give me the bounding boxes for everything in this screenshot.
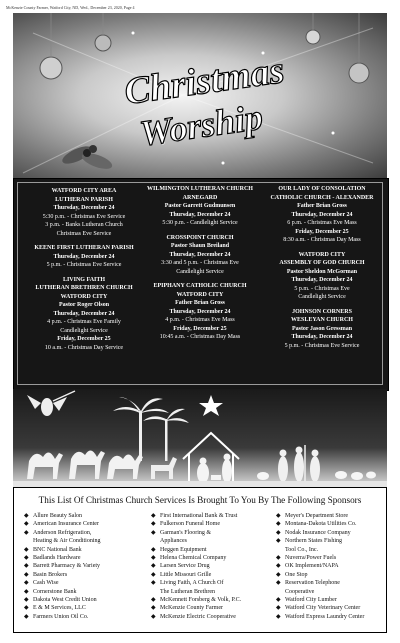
sponsor-name: Larsen Service Drug [160,563,210,570]
sponsor-item [24,604,148,612]
sponsor-item [151,562,275,570]
services-column [264,185,380,356]
sponsor-name: Reservation Telephone [285,580,340,587]
service-detail: Candlelight Service [298,294,346,300]
diamond-bullet-icon: ◆ [24,597,29,604]
service-detail-heading: Pastor Roger Olson [58,302,110,308]
sponsor-name: Meyer's Department Store [285,513,349,519]
diamond-bullet-icon: ◆ [24,513,29,519]
diamond-bullet-icon: ◆ [151,529,156,536]
service-detail: 5:30 p.m. - Christmas Eve Service [42,213,126,220]
service-detail: 10:45 a.m. - Christmas Day Mass [159,334,241,340]
sponsor-name: Cooperative [285,588,315,595]
sponsor-item [276,613,400,621]
banner-title-christmas: Christmas [121,49,287,114]
sponsor-name: American Insurance Center [33,521,99,528]
service-detail-heading: Friday, December 25 [173,325,227,332]
sponsor-item [24,512,148,520]
church-name: WILMINGTON LUTHERAN CHURCH [147,186,253,192]
sponsor-name: Montana-Dakota Utilities Co. [285,521,357,528]
service-detail: 8:30 a.m. - Christmas Day Mass [283,237,361,243]
sponsor-name: BNC National Bank [33,546,82,553]
church-listing [26,244,142,270]
sponsor-name: Fulkerson Funeral Home [160,521,220,528]
church-services-panel [13,178,389,391]
sponsor-name: Appliances [160,538,187,545]
diamond-bullet-icon: ◆ [276,605,281,612]
service-detail-heading: Pastor Sheldon McGorman [286,268,358,275]
service-detail-heading: Pastor Jason Gressman [291,325,353,332]
church-name: ASSEMBLY OF GOD CHURCH [279,260,365,266]
church-listing [142,282,258,342]
sponsor-item [24,571,148,579]
holly-icon [60,143,114,172]
sponsor-item [151,579,275,596]
service-detail: Candlelight Service [60,327,108,334]
diamond-bullet-icon: ◆ [24,555,29,562]
sponsor-item [24,546,148,554]
diamond-bullet-icon: ◆ [151,571,156,578]
sponsor-item [276,596,400,604]
church-name: EPIPHANY CATHOLIC CHURCH [153,283,247,289]
sponsor-item [24,613,148,621]
diamond-bullet-icon: ◆ [276,597,281,604]
church-listing [264,251,380,302]
sponsors-box [13,487,387,633]
sponsor-item [276,579,400,596]
sponsor-name: Watford City Lumber [285,597,337,604]
diamond-bullet-icon: ◆ [276,613,281,620]
service-detail-heading: Thursday, December 24 [53,205,115,211]
sponsor-item [276,554,400,562]
diamond-bullet-icon: ◆ [24,580,29,587]
service-detail-heading: Thursday, December 24 [53,310,115,317]
sponsor-name: Basin Brokers [33,571,68,578]
sponsor-name: Tool Co., Inc. [285,546,319,553]
banner-artwork [13,13,387,178]
sponsor-item [151,554,275,562]
church-listing [142,185,258,228]
service-detail-heading: Friday, December 25 [295,228,349,235]
sponsor-item [24,554,148,562]
service-detail-heading: Thursday, December 24 [169,211,231,218]
sponsor-name: Garman's Flooring & [160,529,212,536]
sponsor-item [151,529,275,546]
sponsor-item [24,579,148,587]
church-name: LIVING FAITH [62,276,106,283]
service-detail: 3:30 and 5 p.m. - Christmas Eve [161,260,239,266]
diamond-bullet-icon: ◆ [151,521,156,528]
sponsor-name: Barrett Pharmacy & Variety [33,563,101,570]
sponsor-name: One Stop [285,571,308,578]
sponsor-name: Watford Express Laundry Center [285,613,365,620]
sponsor-item [24,529,148,546]
sponsor-name: McKennett Forsberg & Volk, P.C. [160,597,242,604]
nativity-artwork [13,389,387,487]
service-detail-heading: Thursday, December 24 [169,251,231,258]
church-name: LUTHERAN BRETHREN CHURCH [35,285,133,291]
church-listing [264,185,380,245]
diamond-bullet-icon: ◆ [151,513,156,519]
church-name: CROSSPOINT CHURCH [166,234,234,241]
sponsor-name: E & M Services, LLC [33,605,86,612]
sponsor-name: Cash Wise [33,580,59,587]
sponsor-name: Living Faith, A Church Of [160,580,224,587]
sponsor-name: Watford City Veterinary Center [285,605,361,612]
service-detail-heading: Father Brian Gross [175,300,225,306]
diamond-bullet-icon: ◆ [276,538,281,545]
service-detail: 4 p.m. - Christmas Eve Mass [165,317,235,323]
service-detail: Christmas Eve Service [56,230,112,237]
diamond-bullet-icon: ◆ [24,546,29,553]
church-name: LUTHERAN PARISH [55,196,113,203]
holy-family-icon [197,454,232,484]
sponsors-column [276,512,400,621]
banner-title-worship: Worship [137,96,266,154]
sponsor-name: McKenzie County Farmer [160,605,223,612]
sponsor-name: Northern States Fishing [285,538,342,545]
sponsor-item [276,571,400,579]
sponsor-name: Cornerstone Bank [33,588,77,595]
diamond-bullet-icon: ◆ [151,605,156,612]
church-name: WATFORD CITY [176,291,224,298]
church-name: ARNEGARD [182,194,218,201]
service-detail: 10 a.m. - Christmas Day Service [44,344,124,351]
church-listing [264,308,380,351]
angel-icon [27,391,75,416]
sponsor-name: Heggen Equipment [160,546,207,553]
church-name: CATHOLIC CHURCH - ALEXANDER [270,194,374,201]
nativity-scene [13,389,387,487]
church-name: WATFORD CITY [60,293,108,300]
sponsors-column [151,512,275,621]
service-detail-heading: Pastor Shaun Breiland [170,243,230,249]
sponsor-item [151,604,275,612]
star-icon [199,395,223,416]
service-detail-heading: Father Brian Gross [297,203,347,209]
newspaper-header: McKenzie County Farmer, Watford City, ND, Wed., December 23, 2020, Page 4 [6,5,135,10]
sponsor-item [151,512,275,520]
sponsor-item [151,546,275,554]
christmas-worship-banner [13,13,387,178]
service-detail: 5 p.m. - Christmas Eve [294,285,350,292]
sponsor-name: Farmers Union Oil Co. [33,613,89,620]
sponsor-item [276,529,400,537]
sponsor-item [24,520,148,528]
diamond-bullet-icon: ◆ [24,588,29,595]
ornament-icon [40,57,62,79]
diamond-bullet-icon: ◆ [151,555,156,562]
sponsor-item [276,512,400,520]
service-detail: 5 p.m. - Christmas Eve Service [284,342,360,349]
service-detail-heading: Friday, December 25 [57,336,111,342]
service-detail-heading: Pastor Garrett Gudmunsen [164,203,236,209]
sponsor-name: Nuverra/Power Fuels [285,555,337,562]
sponsor-item [151,571,275,579]
sponsor-item [276,520,400,528]
diamond-bullet-icon: ◆ [276,580,281,587]
sponsor-name: Nodak Insurance Company [285,529,351,536]
sponsors-title: This List Of Christmas Church Services Is Brought To You By The Following Sponsors [38,495,362,505]
diamond-bullet-icon: ◆ [24,605,29,612]
diamond-bullet-icon: ◆ [151,546,156,553]
sponsor-item [276,562,400,570]
sponsor-name: Little Missouri Grille [160,571,212,578]
sponsor-name: Anderson Refrigeration, [33,529,92,536]
church-name: JOHNSON CORNERS [292,308,352,315]
sponsor-item [276,604,400,612]
diamond-bullet-icon: ◆ [24,563,29,570]
diamond-bullet-icon: ◆ [24,571,29,578]
diamond-bullet-icon: ◆ [151,563,156,570]
sponsor-item [24,588,148,596]
diamond-bullet-icon: ◆ [276,521,281,528]
service-detail-heading: Thursday, December 24 [291,334,353,340]
service-detail: 4 p.m. - Christmas Eve Family [47,319,121,325]
service-detail-heading: Thursday, December 24 [291,211,353,218]
service-detail: 6 p.m. - Christmas Eve Mass [287,220,357,226]
service-detail-heading: Thursday, December 24 [169,308,231,315]
church-listing [26,187,142,238]
church-name: KEENE FIRST LUTHERAN PARISH [34,245,134,251]
diamond-bullet-icon: ◆ [276,563,281,570]
palm-tree-icon [113,397,189,461]
diamond-bullet-icon: ◆ [24,529,29,536]
shepherds-icon [278,445,320,482]
church-name: WESLEYAN CHURCH [291,317,353,323]
diamond-bullet-icon: ◆ [276,571,281,578]
sponsor-item [24,596,148,604]
diamond-bullet-icon: ◆ [276,529,281,536]
sponsor-item [151,596,275,604]
sponsor-item [276,537,400,554]
sponsor-name: First International Bank & Trust [160,513,238,519]
service-detail: 5 p.m. - Christmas Eve Service [46,262,122,268]
diamond-bullet-icon: ◆ [151,580,156,587]
church-name: WATFORD CITY [298,251,346,258]
church-listing [142,234,258,277]
sponsors-column [24,512,148,621]
service-detail-heading: Thursday, December 24 [53,253,115,260]
service-detail: 3 p.m. - Banks Lutheran Church [45,222,123,228]
diamond-bullet-icon: ◆ [151,613,156,620]
ornament-icon [95,35,111,51]
sponsor-name: McKenzie Electric Cooperative [160,613,236,620]
ornament-icon [306,30,320,44]
services-column [142,185,258,348]
service-detail: 5:30 p.m. - Candlelight Service [162,220,238,226]
diamond-bullet-icon: ◆ [276,555,281,562]
donkey-icon [151,457,177,479]
sponsor-item [24,562,148,570]
sponsor-name: The Lutheran Brethren [160,588,215,595]
church-listing [26,276,142,353]
camel-caravan-icon [27,450,143,479]
services-column [26,187,142,358]
sponsor-item [151,613,275,621]
sponsor-item [151,520,275,528]
diamond-bullet-icon: ◆ [151,597,156,604]
diamond-bullet-icon: ◆ [24,521,29,528]
sponsor-name: Dakota West Credit Union [33,597,97,604]
sponsor-name: Badlands Hardware [33,555,81,562]
sponsor-name: Allure Beauty Salon [33,513,82,519]
sponsor-name: Heating & Air Conditioning [33,538,101,545]
church-name: OUR LADY OF CONSOLATION [278,186,366,192]
ornament-icon [349,63,369,83]
church-name: WATFORD CITY AREA [51,188,117,194]
sponsor-name: OK Implement/NAPA [285,563,339,570]
diamond-bullet-icon: ◆ [276,513,281,519]
diamond-bullet-icon: ◆ [24,613,29,620]
service-detail-heading: Thursday, December 24 [291,277,353,283]
sponsor-name: Helena Chemical Company [160,555,227,562]
service-detail: Candlelight Service [176,268,224,275]
